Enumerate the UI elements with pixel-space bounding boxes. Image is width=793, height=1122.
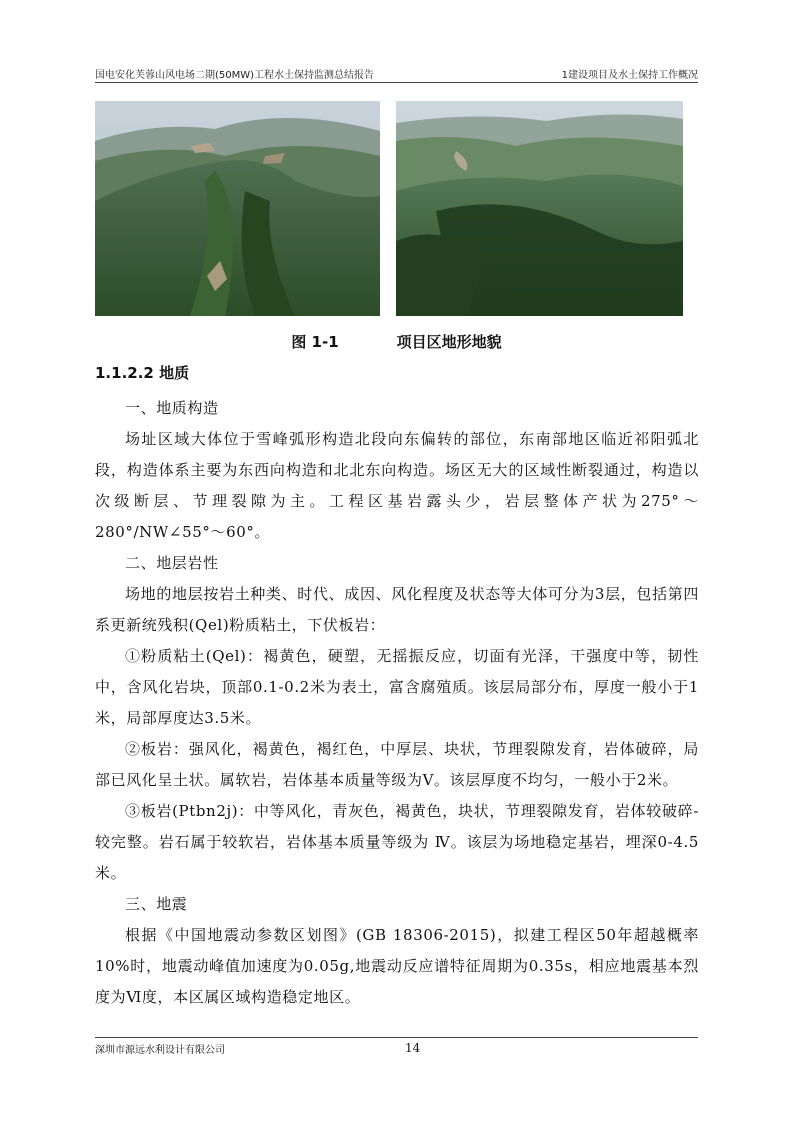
body-text [95,393,699,1013]
figure-title: 项目区地形地貌 [396,333,502,351]
footer-company: 深圳市源远水利设计有限公司 [95,1045,225,1056]
page-footer [95,1041,698,1057]
paragraph-layer-2: ②板岩：强风化，褐黄色，褐红色，中厚层、块状，节理裂隙发育，岩体破碎，局部已风化呈土状。属软岩，岩体基本质量等级为Ⅴ。该层厚度不均匀，一般小于2米。 [95,740,699,789]
terrain-photo-right [396,101,683,316]
paragraph-structure: 场址区域大体位于雪峰弧形构造北段向东偏转的部位，东南部地区临近祁阳弧北段，构造体系主要为东西向构造和北北东向构造。场区无大的区域性断裂通过，构造以次级断层、节理裂隙为主。工程区基岩露头少，岩层整体产状为275°～280°/NW∠55°～60°。 [95,430,699,541]
header-rule [95,82,698,83]
paragraph-layer-1: ①粉质粘土(Qel)：褐黄色，硬塑，无摇振反应，切面有光泽，干强度中等，韧性中，含风化岩块，顶部0.1-0.2米为表土，富含腐殖质。该层局部分布，厚度一般小于1米，局部厚度达3.5米。 [95,647,699,727]
footer-rule [95,1037,698,1038]
figure-caption [0,331,793,352]
paragraph-lithology-intro: 场地的地层按岩土种类、时代、成因、风化程度及状态等大体可分为3层，包括第四系更新统残积(Qel)粉质粘土，下伏板岩： [95,585,699,634]
paragraph-earthquake: 根据《中国地震动参数区划图》(GB 18306-2015)，拟建工程区50年超越概率10%时，地震动峰值加速度为0.05g,地震动反应谱特征周期为0.35s，相应地震基本烈度为Ⅵ度，本区属区域构造稳定地区。 [95,926,699,1006]
terrain-photo-left [95,101,380,316]
page-number: 14 [405,1041,421,1055]
page-header [95,64,698,82]
header-report-title: 国电安化芙蓉山风电场二期(50MW)工程水土保持监测总结报告 [95,70,375,81]
subsection-title-lithology: 二、地层岩性 [125,554,219,572]
subsection-title-earthquake: 三、地震 [125,895,188,913]
section-heading: 1.1.2.2 地质 [95,364,190,382]
paragraph-layer-3: ③板岩(Ptbn2j)：中等风化，青灰色，褐黄色，块状，节理裂隙发育，岩体较破碎-较完整。岩石属于较软岩，岩体基本质量等级为 Ⅳ。该层为场地稳定基岩，埋深0-4.5米。 [95,802,699,882]
header-chapter-title: 1建设项目及水土保持工作概况 [561,70,698,81]
figure-number: 图 1-1 [291,333,339,351]
subsection-title-structure: 一、地质构造 [125,399,219,417]
